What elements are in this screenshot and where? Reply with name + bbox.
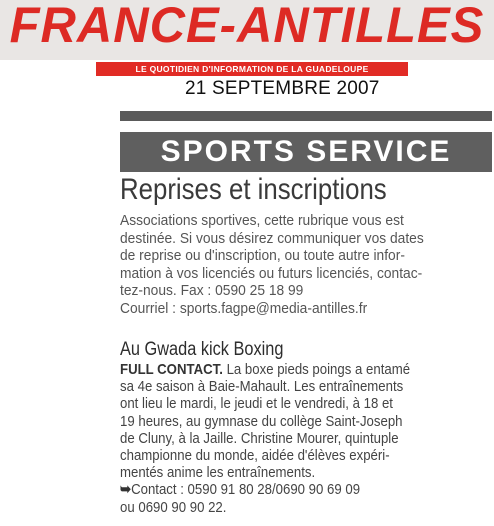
item-line: sa 4e saison à Baie-Mahault. Les entraînements [120,378,404,396]
intro-line: tez-nous. Fax : 0590 25 18 99 [120,282,304,299]
section-banner [120,132,492,172]
tagline-bar [96,62,408,76]
arrow-icon: ➥ [120,481,132,499]
item-headline: Au Gwada kick Boxing [120,339,284,360]
contact-line-2: ou 0690 90 90 22. [120,498,227,516]
item-line: championne du monde, aidée d'élèves expéri- [120,447,390,465]
intro-line: mation à vos licenciés ou futurs licenciés, contac- [120,264,423,282]
item-line: ont lieu le mardi, le jeudi et le vendredi, à 18 et [120,395,393,413]
item-line: 19 heures, au gymnase du collège Saint-Joseph [120,412,403,430]
item-line [120,361,447,378]
section-divider [120,111,492,121]
item-line: mentés anime les entraînements. [120,464,316,482]
article-intro [120,212,492,317]
masthead [0,0,494,60]
contact-text: Contact : 0590 91 80 28/0690 90 69 09 [131,481,361,499]
article-headline: Reprises et inscriptions [120,173,387,206]
contact-line [120,481,447,498]
item-body [120,361,492,516]
item-line: de Cluny, à la Jaille. Christine Mourer, quintuple [120,429,399,447]
intro-line: de reprise ou d'inscription, ou toute autre infor- [120,247,405,264]
intro-line: Associations sportives, cette rubrique vous est [120,212,404,229]
section-title: SPORTS SERVICE [160,135,452,168]
item-lead: FULL CONTACT. [120,361,223,378]
tagline: LE QUOTIDIEN D'INFORMATION DE LA GUADELOUPE [135,64,369,74]
intro-line: Courriel : sports.fagpe@media-antilles.fr [120,299,368,317]
item-first-line: La boxe pieds poings a entamé [222,361,411,378]
publication-date: 21 SEPTEMBRE 2007 [185,78,380,99]
newspaper-logo: FRANCE-ANTILLES [9,0,485,53]
intro-line: destinée. Si vous désirez communiquer vos dates [120,229,424,247]
